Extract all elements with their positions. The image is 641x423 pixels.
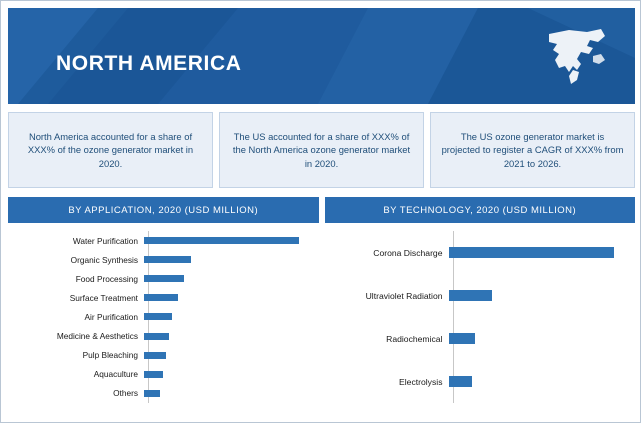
- bar-row: [8, 365, 315, 384]
- bar: [144, 371, 163, 378]
- bar: [144, 333, 169, 340]
- bar-track: [449, 274, 632, 317]
- bar-category-label: Pulp Bleaching: [82, 350, 138, 361]
- chart-by-technology: [325, 197, 636, 409]
- bar-track: [449, 231, 632, 274]
- callout-box-1: North America accounted for a share of XXX% of the ozone generator market in 2020.: [8, 112, 213, 188]
- bar-row: [8, 346, 315, 365]
- header-banner: [8, 8, 635, 104]
- bar-category-label: Corona Discharge: [373, 247, 443, 258]
- bar-category-label: Medicine & Aesthetics: [56, 331, 138, 342]
- bar-category-label: Water Purification: [72, 235, 138, 246]
- bar-track: [144, 327, 315, 346]
- bar-track: [144, 250, 315, 269]
- charts-row: [8, 197, 635, 409]
- bar-row: [325, 360, 632, 403]
- bar: [144, 390, 160, 397]
- bar-category-label: Others: [113, 388, 138, 399]
- bar-category-label: Electrolysis: [399, 376, 443, 387]
- bar: [144, 237, 299, 244]
- callout-row: [8, 112, 635, 188]
- bar-row: [325, 231, 632, 274]
- bar-row: [8, 288, 315, 307]
- bar-row: [325, 274, 632, 317]
- bar-category-label: Air Purification: [84, 311, 138, 322]
- bar-track: [449, 317, 632, 360]
- bar-row: [8, 327, 315, 346]
- bar-track: [144, 307, 315, 326]
- chart-by-technology-plot: [325, 223, 636, 409]
- bar-track: [144, 231, 315, 250]
- callout-box-3: The US ozone generator market is projected to register a CAGR of XXX% from 2021 to 2026.: [430, 112, 635, 188]
- bar-category-label: Aquaculture: [93, 369, 138, 380]
- chart-by-application-title: BY APPLICATION, 2020 (USD MILLION): [8, 197, 319, 223]
- bar: [144, 256, 191, 263]
- bar-track: [144, 346, 315, 365]
- bar-row: [325, 317, 632, 360]
- bar: [449, 290, 492, 301]
- chart-by-application-plot: [8, 223, 319, 409]
- bar: [144, 313, 172, 320]
- callout-box-2: The US accounted for a share of XXX% of the North America ozone generator market in 2020.: [219, 112, 424, 188]
- page-title: NORTH AMERICA: [56, 52, 242, 75]
- bar-track: [449, 360, 632, 403]
- bar-row: [8, 231, 315, 250]
- bar: [144, 352, 166, 359]
- bar-category-label: Ultraviolet Radiation: [365, 290, 443, 301]
- bar: [449, 333, 476, 344]
- bar-category-label: Radiochemical: [386, 333, 443, 344]
- bar-row: [8, 269, 315, 288]
- bar-category-label: Food Processing: [75, 273, 138, 284]
- bar-category-label: Surface Treatment: [69, 292, 138, 303]
- bar: [449, 376, 472, 387]
- chart-by-technology-title: BY TECHNOLOGY, 2020 (USD MILLION): [325, 197, 636, 223]
- chart-by-application: [8, 197, 319, 409]
- bar-list: [325, 231, 632, 403]
- bar-list: [8, 231, 315, 403]
- north-america-map-icon: [543, 26, 609, 88]
- bar-row: [8, 307, 315, 326]
- bar: [449, 247, 615, 258]
- bar: [144, 294, 178, 301]
- bar-track: [144, 288, 315, 307]
- bar-category-label: Organic Synthesis: [70, 254, 138, 265]
- bar: [144, 275, 184, 282]
- bar-track: [144, 365, 315, 384]
- bar-track: [144, 384, 315, 403]
- bar-track: [144, 269, 315, 288]
- bar-row: [8, 384, 315, 403]
- bar-row: [8, 250, 315, 269]
